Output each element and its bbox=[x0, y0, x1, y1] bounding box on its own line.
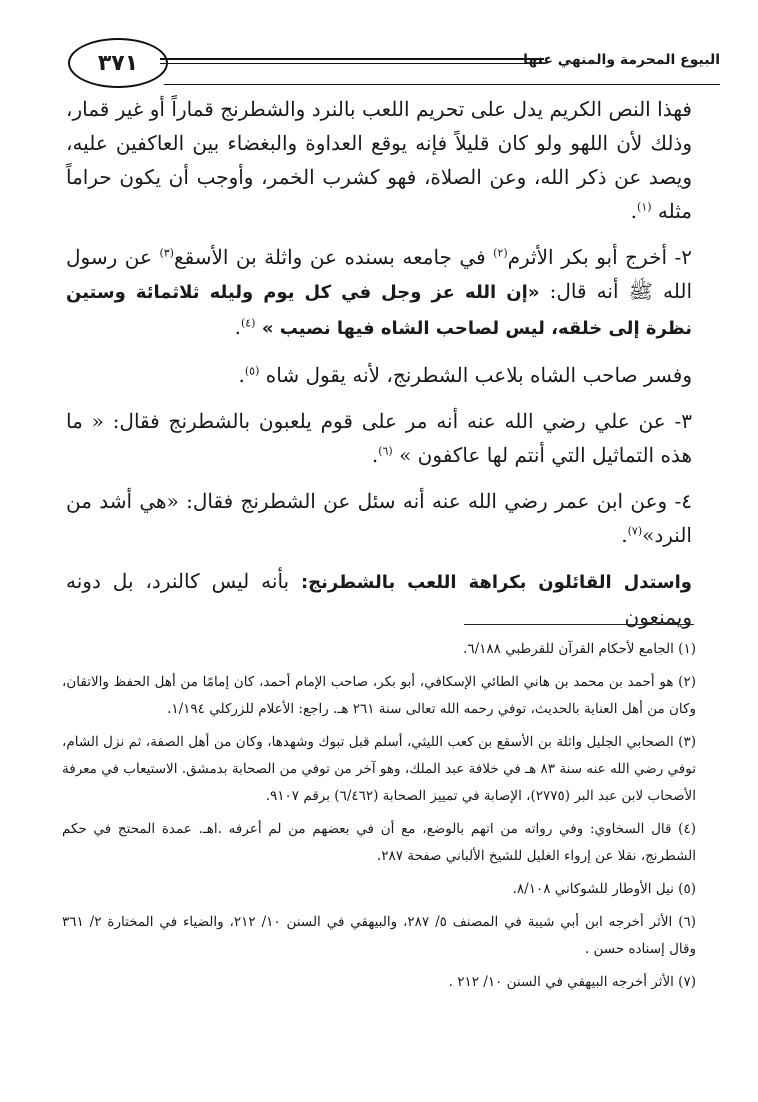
paragraph-text: في جامعه بسنده عن واثلة بن الأسقع bbox=[173, 245, 486, 269]
paragraph-text: عن رسول الله ﷺ أنه قال: bbox=[66, 245, 692, 303]
header-rule-thin bbox=[160, 63, 544, 64]
paragraph-4: ٣- عن علي رضي الله عنه أنه مر على قوم يلعبون بالشطرنج فقال: « ما هذه التماثيل التي أنتم لها عاكفون » $^{(٦)}$. bbox=[66, 409, 692, 467]
footnote-ref: (٥) bbox=[244, 364, 260, 378]
header-rule bbox=[160, 58, 544, 60]
footnote-3: (٣) الصحابي الجليل واثلة بن الأسقع بن كعب الليثي، أسلم قبل تبوك وشهدها، وكان من أهل الصفة، ثم نزل الشام، توفي رضي الله عنه سنة ٨٣ هـ في خلافة عبد الملك، وهو آخر من توفي من الصحابة بدمشق. الاستيعاب في معرفة الأصحاب لابن عبد البر (٢٧٧٥)، الإصابة في تمييز الصحابة (٦/٤٦٢) برقم ٩١٠٧. bbox=[62, 734, 696, 804]
footnote-ref: (٢) bbox=[493, 246, 508, 260]
footnote-ref: (١) bbox=[637, 200, 652, 214]
paragraph-text: وفسر صاحب الشاه بلاعب الشطرنج، لأنه يقول شاه bbox=[265, 363, 692, 387]
footnote-ref: (٧) bbox=[627, 524, 643, 538]
paragraph-text: ٢- أخرج أبو بكر الأثرم bbox=[507, 245, 693, 269]
footnote-4: (٤) قال السخاوي: وفي رواته من اتهم بالوضع، مع أن في بعضهم من لم أعرفه .اهـ. عمدة المحتج في حكم الشطرنج، نقلا عن إرواء الغليل للشيخ الألباني صفحة ٢٨٧. bbox=[62, 821, 696, 864]
footnote-ref: (٣) bbox=[159, 246, 174, 260]
paragraph-2: ٢- أخرج أبو بكر الأثرم$^{(٢)}$ في جامعه بسنده عن واثلة بن الأسقع$^{(٣)}$ عن رسول الله ﷺ أنه قال: «إن الله عز وجل في كل يوم وليله ثلاثمائة وستين نظرة إلى خلقه، ليس لصاحب الشاه فيها نصيب » $^{(٤)}$. bbox=[66, 245, 693, 339]
body-text bbox=[66, 92, 692, 646]
quote-text: «هي أشد من النرد» bbox=[66, 489, 692, 547]
quote-text: « ما هذه التماثيل التي أنتم لها عاكفون » bbox=[66, 409, 692, 467]
footnote-7: (٧) الأثر أخرجه البيهقي في السنن ١٠/ ٢١٢ . bbox=[448, 974, 696, 990]
paragraph-5: ٤- وعن ابن عمر رضي الله عنه أنه سئل عن الشطرنج فقال: «هي أشد من النرد»$^{(٧)}$. bbox=[66, 489, 692, 547]
bold-lead: واستدل القائلون بكراهة اللعب بالشطرنج: bbox=[289, 572, 692, 593]
page-header bbox=[40, 28, 720, 88]
footnote-5: (٥) نيل الأوطار للشوكاني ٨/١٠٨. bbox=[512, 881, 696, 897]
footnote-2: (٢) هو أحمد بن محمد بن هاني الطائي الإسكافي، أبو بكر، صاحب الإمام أحمد، كان إمامًا من أهل الحفظ والاتقان، وكان من أهل العناية بالحديث، توفي رحمه الله تعالى سنة ٢٦١ هـ. راجع: الأعلام للزركلي ١/١٩٤. bbox=[62, 674, 696, 717]
paragraph-text: بأنه ليس كالنرد، بل دونه ويمنعون bbox=[66, 569, 692, 629]
paragraph-text: ٤- وعن ابن عمر رضي الله عنه أنه سئل عن الشطرنج فقال: bbox=[178, 489, 692, 513]
footnotes bbox=[62, 636, 696, 1002]
footnote-1: (١) الجامع لأحكام القرآن للقرطبي ٦/١٨٨. bbox=[463, 641, 696, 657]
paragraph-text: فهذا النص الكريم يدل على تحريم اللعب بالنرد والشطرنج قماراً أو غير قمار، وذلك لأن اللهو ولو كان قليلاً فإنه يوقع العداوة والبغضاء بين العاكفين عليه، ويصد عن ذكر الله، وعن الصلاة، فهو كشرب الخمر، وأوجب أن يكون حراماً مثله bbox=[66, 97, 692, 223]
paragraph-1: فهذا النص الكريم يدل على تحريم اللعب بالنرد والشطرنج قماراً أو غير قمار، وذلك لأن اللهو ولو كان قليلاً فإنه يوقع العداوة والبغضاء بين العاكفين عليه، ويصد عن ذكر الله، وعن الصلاة، فهو كشرب الخمر، وأوجب أن يكون حراماً مثله $^{(١)}$. bbox=[66, 97, 692, 223]
paragraph-3: وفسر صاحب الشاه بلاعب الشطرنج، لأنه يقول شاه $^{(٥)}$. bbox=[238, 363, 692, 387]
running-title: البيوع المحرمة والمنهي عنها bbox=[523, 52, 720, 68]
footnote-separator bbox=[464, 624, 694, 625]
page-number: ٣٧١ bbox=[68, 38, 168, 88]
header-bottom-rule bbox=[164, 84, 720, 85]
hadith-text: «إن الله عز وجل في كل يوم وليله ثلاثمائة وستين نظرة إلى خلقه، ليس لصاحب الشاه فيها نصيب » bbox=[66, 282, 692, 339]
footnote-6: (٦) الأثر أخرجه ابن أبي شيبة في المصنف ٥/ ٢٨٧، والبيهقي في السنن ١٠/ ٢١٢، والضياء في المختارة ٢/ ٣٦١ وقال إسناده حسن . bbox=[62, 914, 697, 957]
footnote-ref: (٤) bbox=[240, 316, 256, 330]
footnote-ref: (٦) bbox=[378, 444, 393, 458]
paragraph-text: ٣- عن علي رضي الله عنه أنه مر على قوم يلعبون بالشطرنج فقال: bbox=[103, 409, 692, 433]
